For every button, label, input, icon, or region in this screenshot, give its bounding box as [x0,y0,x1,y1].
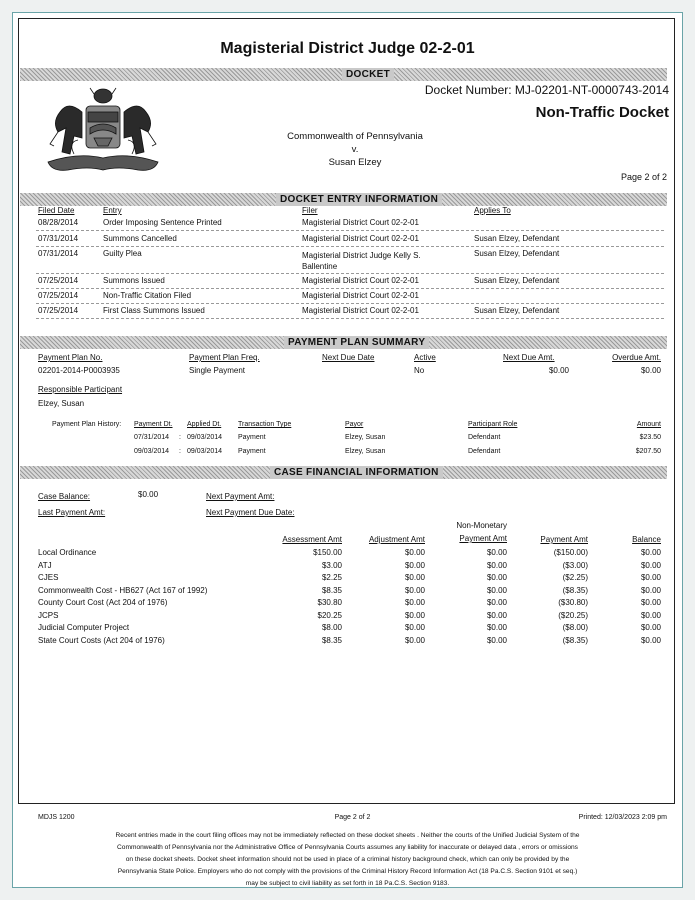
financial-title: CASE FINANCIAL INFORMATION [270,466,443,479]
history-role: Defendant [468,448,501,455]
docket-number: Docket Number: MJ-02201-NT-0000743-2014 [424,83,669,97]
history-applied-dt: 09/03/2014 [187,434,223,441]
fee-nonmonetary: $0.00 [486,560,507,570]
fee-adjustment: $0.00 [404,548,425,557]
history-payment-dt: 09/03/2014 [134,448,170,455]
entry-applies: Susan Elzey, Defendant [474,276,560,285]
fee-balance: $0.00 [640,573,661,582]
caption-plaintiff: Commonwealth of Pennsylvania [287,131,423,142]
history-separator: : [179,448,181,455]
entry-filer: Magisterial District Court 02-2-01 [302,276,419,285]
case-balance-label: Case Balance: [38,492,91,501]
fee-balance: $0.00 [640,548,661,557]
entry-text: Summons Cancelled [103,234,177,243]
plan-overdue-amt: $0.00 [640,366,661,375]
fee-balance: $0.00 [640,585,661,595]
row-divider [36,303,664,304]
disclaimer-line: Recent entries made in the court filing offices may not be immediately reflected on these docket sheets . Neither the courts of the Unified Judicial System of the [115,832,580,839]
plan-next-due-amt: $0.00 [548,366,569,375]
entry-date: 07/31/2014 [38,249,79,258]
disclaimer-line: Commonwealth of Pennsylvania nor the Administrative Office of Pennsylvania Courts assumes any liability for inaccurate or delayed data , errors or omissions [117,844,578,851]
disclaimer-line: Pennsylvania State Police. Employers who do not comply with the provisions of the Criminal History Record Information Act (18 Pa.C.S. Section 9101 et seq.) [117,868,578,875]
fee-nonmonetary: $0.00 [486,610,507,620]
col-participant-role: Participant Role [468,421,518,428]
form-id: MDJS 1200 [38,814,75,821]
printed-timestamp: Printed: 12/03/2023 2:09 pm [578,814,667,821]
entry-applies: Susan Elzey, Defendant [474,306,560,315]
fee-name: Judicial Computer Project [38,623,130,632]
history-payment-dt: 07/31/2014 [134,434,170,441]
fee-payment: ($8.00) [562,623,588,632]
case-balance-value: $0.00 [138,490,159,499]
docket-entry-band [20,193,667,206]
fee-adjustment: $0.00 [404,610,425,620]
fee-payment: ($8.35) [562,635,588,645]
col-applies-to: Applies To [474,206,511,215]
fee-assessment: $2.25 [321,573,342,582]
fee-adjustment: $0.00 [404,585,425,595]
entry-filer: Magisterial District Court 02-2-01 [302,291,419,300]
row-divider [36,246,664,247]
fee-nonmonetary: $0.00 [486,635,507,645]
col-entry: Entry [103,206,122,215]
docket-band [20,68,667,81]
col-payment: Payment Amt [540,535,588,544]
fee-name: CJES [38,573,59,582]
fee-name: Commonwealth Cost - HB627 (Act 167 of 1992) [38,585,208,595]
col-filed-date: Filed Date [38,206,75,215]
fee-adjustment: $0.00 [404,623,425,632]
plan-frequency: Single Payment [189,366,246,375]
col-assessment: Assessment Amt [282,535,342,544]
col-next-due-amt: Next Due Amt. [503,353,555,362]
col-overdue-amt: Overdue Amt. [612,353,661,362]
caption-defendant: Susan Elzey [328,157,382,168]
history-payor: Elzey, Susan [345,448,386,455]
col-plan-no: Payment Plan No. [38,353,103,362]
history-payor: Elzey, Susan [345,434,386,441]
court-title: Magisterial District Judge 02-2-01 [220,40,475,57]
row-divider [36,273,664,274]
fee-payment: ($150.00) [553,548,588,557]
history-type: Payment [238,448,266,455]
docket-band-label: DOCKET [342,68,394,81]
entry-applies: Susan Elzey, Defendant [474,249,560,258]
col-payment-dt: Payment Dt. [134,421,173,428]
fee-name: State Court Costs (Act 204 of 1976) [38,635,165,645]
entry-text: Non-Traffic Citation Filed [103,291,192,300]
fee-nonmonetary: $0.00 [486,623,507,632]
col-next-due-date: Next Due Date [322,353,375,362]
fee-balance: $0.00 [640,635,661,645]
responsible-label: Responsible Participant [38,385,123,394]
fee-adjustment: $0.00 [404,560,425,570]
entry-filer-cont: Ballentine [302,262,338,271]
entry-text: Summons Issued [103,276,165,285]
entry-filer: Magisterial District Court 02-2-01 [302,234,419,243]
col-active: Active [414,353,436,362]
page-indicator: Page 2 of 2 [620,172,667,182]
col-payor: Payor [345,421,364,428]
docket-entry-title: DOCKET ENTRY INFORMATION [276,193,442,206]
fee-balance: $0.00 [640,598,661,607]
fee-nonmonetary: $0.00 [486,598,507,607]
caption-versus: v. [351,144,359,155]
fee-assessment: $20.25 [317,610,342,620]
responsible-name: Elzey, Susan [38,399,85,408]
col-nonmonetary-top: Non-Monetary [456,521,507,530]
col-nonmonetary: Payment Amt [459,534,507,543]
entry-filer: Magisterial District Court 02-2-01 [302,306,419,315]
history-amount: $23.50 [639,434,661,441]
footer-page: Page 2 of 2 [334,814,371,821]
last-payment-amt-label: Last Payment Amt: [38,508,106,517]
col-applied-dt: Applied Dt. [187,421,222,428]
fee-assessment: $8.35 [321,635,342,645]
plan-active: No [414,366,425,375]
next-payment-amt-label: Next Payment Amt: [206,492,275,501]
entry-filer: Magisterial District Judge Kelly S. [302,251,421,260]
fee-name: JCPS [38,610,59,620]
docket-type: Non-Traffic Docket [535,104,669,121]
disclaimer-line: may be subject to civil liability as set forth in 18 Pa.C.S. Section 9183. [245,880,450,887]
fee-payment: ($8.35) [562,585,588,595]
fee-assessment: $3.00 [321,560,342,570]
fee-assessment: $30.80 [317,598,342,607]
row-divider [36,230,664,231]
entry-date: 07/25/2014 [38,291,79,300]
history-amount: $207.50 [635,448,661,455]
financial-band [20,466,667,479]
history-role: Defendant [468,434,501,441]
entry-date: 07/31/2014 [38,234,79,243]
entry-date: 07/25/2014 [38,306,79,315]
entry-text: Order Imposing Sentence Printed [103,218,222,227]
payment-plan-title: PAYMENT PLAN SUMMARY [284,336,429,349]
history-type: Payment [238,434,266,441]
col-plan-freq: Payment Plan Freq. [189,353,260,362]
history-separator: : [179,434,181,441]
plan-number: 02201-2014-P0003935 [38,366,120,375]
col-balance: Balance [632,535,661,544]
fee-payment: ($3.00) [562,560,588,570]
entry-date: 07/25/2014 [38,276,79,285]
entry-text: Guilty Plea [103,249,142,258]
entry-applies: Susan Elzey, Defendant [474,234,560,243]
col-transaction-type: Transaction Type [238,421,292,428]
fee-assessment: $8.00 [321,623,342,632]
fee-balance: $0.00 [640,610,661,620]
col-filer: Filer [302,206,318,215]
fee-payment: ($20.25) [558,610,588,620]
fee-name: County Court Cost (Act 204 of 1976) [38,598,168,607]
fee-nonmonetary: $0.00 [486,585,507,595]
payment-plan-band [20,336,667,349]
history-label: Payment Plan History: [52,421,122,428]
row-divider [36,288,664,289]
fee-name: ATJ [38,560,52,570]
entry-date: 08/28/2014 [38,218,79,227]
next-payment-due-label: Next Payment Due Date: [206,508,295,517]
pennsylvania-seal-icon [38,82,168,180]
col-adjustment: Adjustment Amt [368,535,425,544]
fee-adjustment: $0.00 [404,573,425,582]
fee-nonmonetary: $0.00 [486,548,507,557]
fee-balance: $0.00 [640,560,661,570]
entry-filer: Magisterial District Court 02-2-01 [302,218,419,227]
row-divider [36,318,664,319]
history-applied-dt: 09/03/2014 [187,448,223,455]
fee-assessment: $150.00 [313,548,342,557]
fee-name: Local Ordinance [38,548,97,557]
fee-balance: $0.00 [640,623,661,632]
fee-payment: ($2.25) [562,573,588,582]
fee-nonmonetary: $0.00 [486,573,507,582]
col-amount: Amount [636,421,661,428]
entry-text: First Class Summons Issued [103,306,205,315]
disclaimer-line: on these docket sheets. Docket sheet information should not be used in place of a criminal history background check, which can only be provided by the [125,856,570,863]
fee-assessment: $8.35 [321,585,342,595]
fee-adjustment: $0.00 [404,598,425,607]
fee-adjustment: $0.00 [404,635,425,645]
fee-payment: ($30.80) [558,598,588,607]
